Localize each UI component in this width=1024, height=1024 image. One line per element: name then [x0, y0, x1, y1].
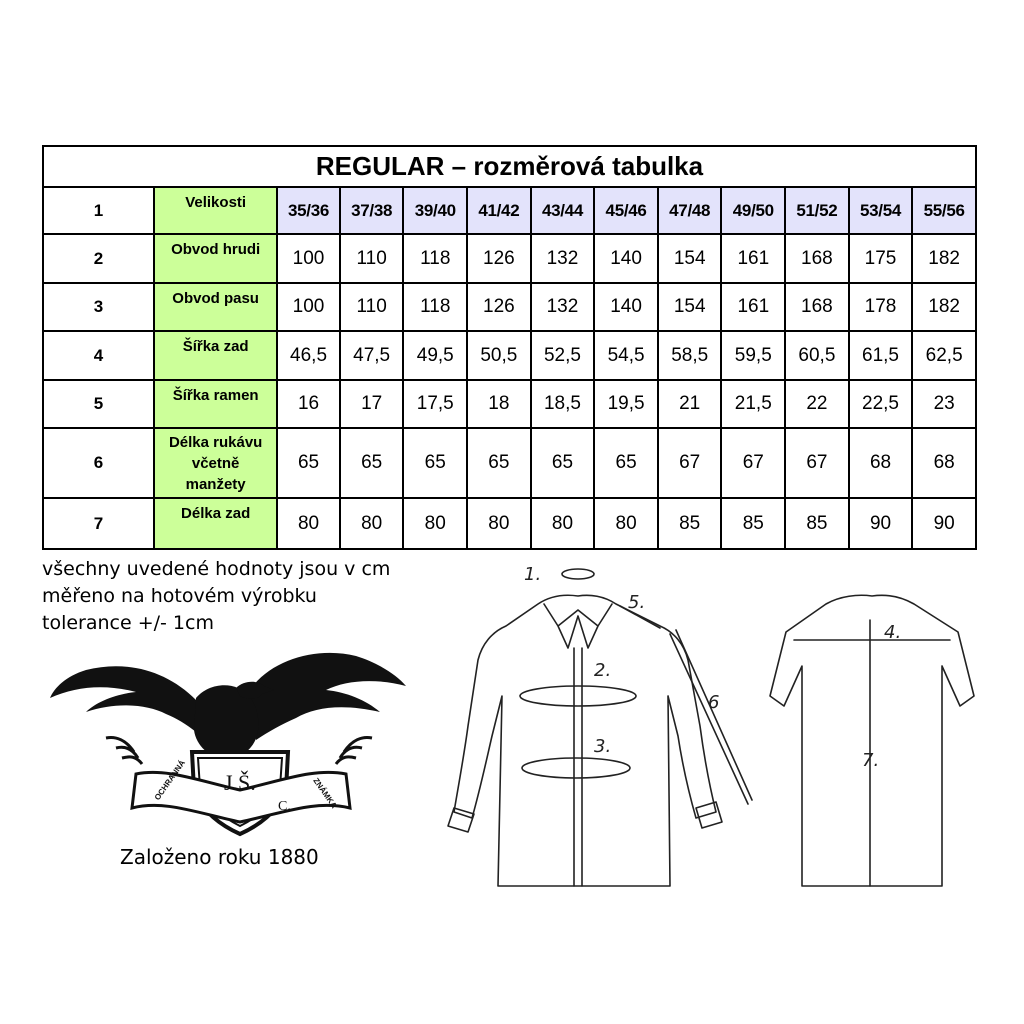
row-number: 5 — [43, 380, 154, 428]
table-cell: 182 — [912, 234, 976, 283]
table-cell: 80 — [594, 498, 658, 549]
table-cell: 80 — [467, 498, 531, 549]
table-cell: 140 — [594, 234, 658, 283]
table-cell: 17,5 — [403, 380, 467, 428]
table-cell: 182 — [912, 283, 976, 331]
marker-4: 4. — [884, 622, 902, 643]
table-cell: 21,5 — [721, 380, 785, 428]
table-cell: 67 — [785, 428, 849, 498]
marker-6: 6 — [708, 692, 720, 713]
table-cell: 90 — [912, 498, 976, 549]
marker-7: 7. — [862, 750, 880, 771]
chest-ellipse — [520, 686, 636, 706]
table-title: REGULAR – rozměrová tabulka — [43, 146, 976, 187]
table-cell: 154 — [658, 283, 722, 331]
collar-ellipse — [562, 569, 594, 579]
table-row — [43, 187, 976, 234]
table-cell: 47,5 — [340, 331, 404, 380]
row-number: 7 — [43, 498, 154, 549]
note-line: tolerance +/- 1cm — [42, 612, 214, 634]
logo-band-left: OCHRANNÁ — [152, 758, 187, 802]
table-cell: 80 — [403, 498, 467, 549]
laurel-left-icon — [106, 738, 142, 764]
table-cell: 65 — [467, 428, 531, 498]
marker-1: 1. — [524, 564, 542, 585]
table-cell: 126 — [467, 283, 531, 331]
marker-2: 2. — [594, 660, 612, 681]
table-cell: 161 — [721, 234, 785, 283]
eagle-wing-left — [50, 666, 196, 732]
sleeve-arrow — [670, 630, 752, 804]
table-cell: 49,5 — [403, 331, 467, 380]
table-cell: 68 — [912, 428, 976, 498]
logo-initials: J.Š. — [224, 770, 256, 795]
table-cell: 22 — [785, 380, 849, 428]
row-number: 1 — [43, 187, 154, 234]
table-row — [43, 234, 976, 283]
table-cell: 46,5 — [277, 331, 340, 380]
table-cell: 90 — [849, 498, 913, 549]
table-cell: 132 — [531, 234, 595, 283]
table-cell: 60,5 — [785, 331, 849, 380]
row-number: 3 — [43, 283, 154, 331]
table-cell: 85 — [658, 498, 722, 549]
table-cell: 118 — [403, 234, 467, 283]
marker-3: 3. — [594, 736, 612, 757]
table-cell: 68 — [849, 428, 913, 498]
table-cell: 18,5 — [531, 380, 595, 428]
table-cell: 65 — [594, 428, 658, 498]
size-header: 41/42 — [467, 187, 531, 234]
table-cell: 23 — [912, 380, 976, 428]
size-header: 43/44 — [531, 187, 595, 234]
logo-suffix: C. — [278, 799, 291, 814]
table-cell: 54,5 — [594, 331, 658, 380]
table-cell: 19,5 — [594, 380, 658, 428]
size-header: 51/52 — [785, 187, 849, 234]
size-table — [42, 145, 977, 550]
marker-5: 5. — [628, 592, 646, 613]
table-cell: 65 — [277, 428, 340, 498]
row-label: Délka zad — [154, 498, 277, 549]
table-cell: 110 — [340, 283, 404, 331]
row-label — [154, 428, 277, 498]
table-cell: 100 — [277, 283, 340, 331]
row-label-line: manžety — [185, 476, 246, 493]
shirt-back-outline — [770, 595, 974, 886]
table-cell: 52,5 — [531, 331, 595, 380]
waist-ellipse — [522, 758, 630, 778]
shirt-measurement-diagram — [438, 556, 998, 896]
size-header: 45/46 — [594, 187, 658, 234]
table-cell: 58,5 — [658, 331, 722, 380]
table-row — [43, 498, 976, 549]
size-header: 49/50 — [721, 187, 785, 234]
row-label-line: Délka rukávu — [168, 434, 263, 451]
table-cell: 22,5 — [849, 380, 913, 428]
row-number: 4 — [43, 331, 154, 380]
size-header: 35/36 — [277, 187, 340, 234]
table-row — [43, 428, 976, 498]
eagle-wing-right — [246, 653, 406, 740]
table-cell: 110 — [340, 234, 404, 283]
table-cell: 16 — [277, 380, 340, 428]
table-cell: 62,5 — [912, 331, 976, 380]
table-cell: 85 — [721, 498, 785, 549]
table-cell: 126 — [467, 234, 531, 283]
measurement-notes — [42, 556, 482, 637]
table-cell: 132 — [531, 283, 595, 331]
eagle-logo — [46, 640, 412, 840]
row-label: Obvod pasu — [154, 283, 277, 331]
table-cell: 100 — [277, 234, 340, 283]
note-line: všechny uvedené hodnoty jsou v cm — [42, 558, 391, 580]
size-header: 37/38 — [340, 187, 404, 234]
table-cell: 168 — [785, 283, 849, 331]
table-cell: 17 — [340, 380, 404, 428]
table-cell: 50,5 — [467, 331, 531, 380]
table-cell: 168 — [785, 234, 849, 283]
table-cell: 67 — [658, 428, 722, 498]
table-cell: 140 — [594, 283, 658, 331]
table-row — [43, 380, 976, 428]
table-row — [43, 331, 976, 380]
table-cell: 118 — [403, 283, 467, 331]
note-line: měřeno na hotovém výrobku — [42, 585, 317, 607]
shirt-cuff — [696, 802, 722, 828]
row-label: Velikosti — [154, 187, 277, 234]
table-cell: 80 — [340, 498, 404, 549]
table-cell: 59,5 — [721, 331, 785, 380]
table-cell: 161 — [721, 283, 785, 331]
founded-year: Založeno roku 1880 — [120, 845, 319, 869]
row-label: Šířka ramen — [154, 380, 277, 428]
logo-band-right: ZNÁMKA — [311, 776, 339, 810]
table-cell: 178 — [849, 283, 913, 331]
table-cell: 80 — [277, 498, 340, 549]
table-cell: 85 — [785, 498, 849, 549]
table-cell: 21 — [658, 380, 722, 428]
size-header: 53/54 — [849, 187, 913, 234]
table-cell: 80 — [531, 498, 595, 549]
table-cell: 61,5 — [849, 331, 913, 380]
shirt-placket — [574, 648, 582, 886]
row-label-line: včetně — [191, 455, 240, 472]
row-label: Obvod hrudi — [154, 234, 277, 283]
row-number: 6 — [43, 428, 154, 498]
table-cell: 18 — [467, 380, 531, 428]
laurel-right-icon — [336, 738, 372, 764]
row-label: Šířka zad — [154, 331, 277, 380]
table-cell: 65 — [531, 428, 595, 498]
row-number: 2 — [43, 234, 154, 283]
table-cell: 65 — [340, 428, 404, 498]
table-cell: 175 — [849, 234, 913, 283]
shirt-collar — [544, 604, 612, 648]
table-cell: 154 — [658, 234, 722, 283]
size-header: 55/56 — [912, 187, 976, 234]
table-cell: 65 — [403, 428, 467, 498]
table-row — [43, 283, 976, 331]
size-header: 39/40 — [403, 187, 467, 234]
size-header: 47/48 — [658, 187, 722, 234]
table-cell: 67 — [721, 428, 785, 498]
